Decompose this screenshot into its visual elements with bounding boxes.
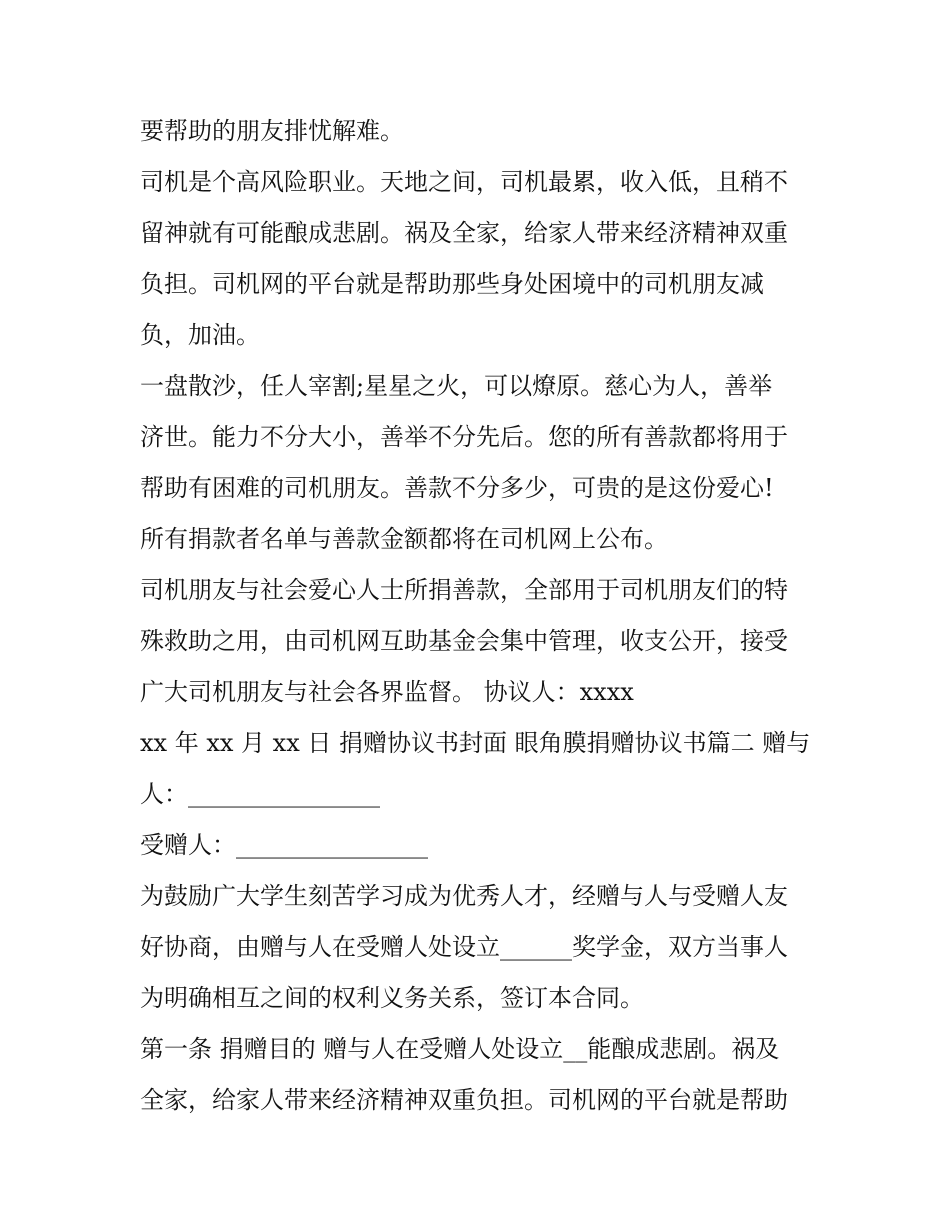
text-line: 人：________________	[140, 780, 380, 808]
text-line: 司机朋友与社会爱心人士所捐善款，全部用于司机朋友们的特	[140, 576, 788, 604]
text-line: 第一条 捐赠目的 赠与人在受赠人处设立__能酿成悲剧。祸及	[140, 1035, 780, 1063]
text-line: 全家，给家人带来经济精神双重负担。司机网的平台就是帮助	[140, 1086, 788, 1114]
text-line: 所有捐款者名单与善款金额都将在司机网上公布。	[140, 525, 668, 553]
text-line: xx 年 xx 月 xx 日 捐赠协议书封面 眼角膜捐赠协议书篇二 赠与	[140, 729, 811, 757]
text-line: 受赠人：________________	[140, 831, 428, 859]
text-line: 负，加油。	[140, 321, 260, 349]
text-line: 帮助有困难的司机朋友。善款不分多少，可贵的是这份爱心!	[140, 474, 774, 502]
text-line: 广大司机朋友与社会各界监督。 协议人：xxxx	[140, 678, 634, 706]
text-line: 负担。司机网的平台就是帮助那些身处困境中的司机朋友减	[140, 270, 764, 298]
document-body	[140, 106, 820, 1126]
text-line: 留神就有可能酿成悲剧。祸及全家，给家人带来经济精神双重	[140, 219, 788, 247]
text-line: 司机是个高风险职业。天地之间，司机最累，收入低，且稍不	[140, 168, 788, 196]
text-line: 为明确相互之间的权利义务关系，签订本合同。	[140, 984, 644, 1012]
text-line: 殊救助之用，由司机网互助基金会集中管理，收支公开，接受	[140, 627, 788, 655]
text-line: 好协商，由赠与人在受赠人处设立______奖学金，双方当事人	[140, 933, 788, 961]
text-line: 一盘散沙，任人宰割;星星之火，可以燎原。慈心为人，善举	[140, 372, 773, 400]
text-line: 济世。能力不分大小，善举不分先后。您的所有善款都将用于	[140, 423, 788, 451]
text-line: 为鼓励广大学生刻苦学习成为优秀人才，经赠与人与受赠人友	[140, 882, 788, 910]
text-line: 要帮助的朋友排忧解难。	[140, 117, 404, 145]
